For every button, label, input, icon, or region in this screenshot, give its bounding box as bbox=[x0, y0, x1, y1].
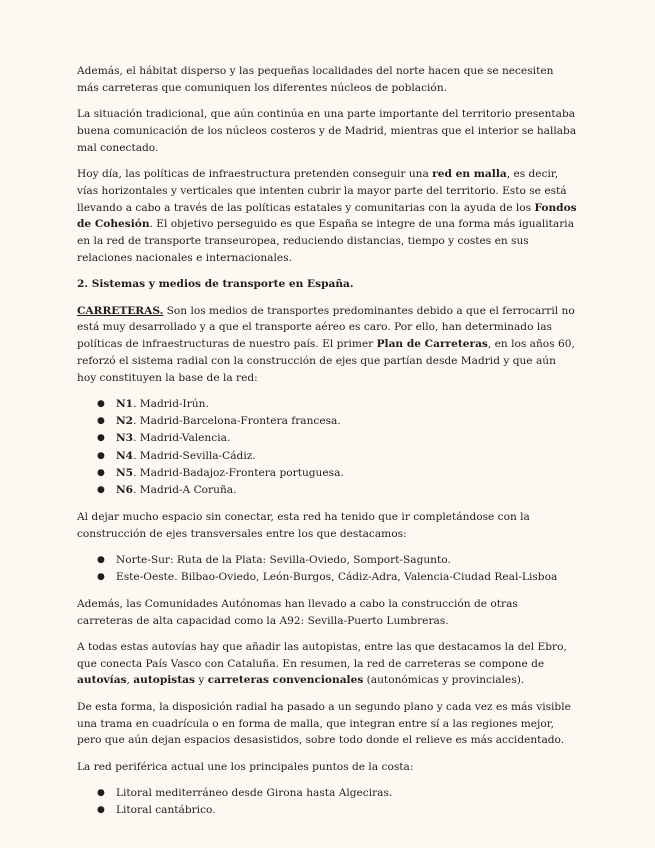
text-run: Son los medios de transportes predominantes debido a que el ferrocarril no está muy desarrollado y a que el transporte aéreo es caro. Por ello, han determinado las políticas de infraestructuras de nuestro país. El primer bbox=[77, 304, 575, 351]
list-item bbox=[77, 569, 577, 586]
road-route: . Madrid-A Coruña. bbox=[133, 484, 237, 497]
bold-term-autopistas: autopistas bbox=[133, 674, 195, 687]
section-heading: 2. Sistemas y medios de transporte en España. bbox=[77, 278, 354, 291]
text-run: , es decir, vías horizontales y verticales que intenten cubrir la mayor parte del territorio. Esto se está llevando a cabo a través de las políticas estatales y comunitarias con la ayuda de los bbox=[77, 167, 567, 214]
road-code: N2 bbox=[116, 415, 134, 428]
paragraph-peripheral-network bbox=[77, 759, 577, 776]
list-item-text: Norte-Sur: Ruta de la Plata: Sevilla-Oviedo, Somport-Sagunto. bbox=[116, 553, 451, 566]
list-item bbox=[77, 430, 577, 447]
list-item bbox=[77, 785, 577, 802]
paragraph-grid-network bbox=[77, 699, 577, 749]
road-route: . Madrid-Barcelona-Frontera francesa. bbox=[133, 415, 341, 428]
paragraph-text: Además, las Comunidades Autónomas han llevado a cabo la construcción de otras carreteras de alta capacidad como la A92: Sevilla-Puerto Lumbreras. bbox=[77, 597, 518, 627]
coast-list bbox=[77, 785, 577, 819]
radial-roads-list bbox=[77, 396, 577, 499]
paragraph-text: Al dejar mucho espacio sin conectar, esta red ha tenido que ir completándose con la construcción de ejes transversales entre los que destacamos: bbox=[77, 510, 530, 540]
list-item bbox=[77, 396, 577, 413]
bullet-icon: ● bbox=[97, 787, 105, 798]
transversal-axes-list bbox=[77, 552, 577, 586]
road-code: N3 bbox=[116, 432, 134, 445]
road-route: . Madrid-Badajoz-Frontera portuguesa. bbox=[133, 466, 344, 479]
paragraph-infrastructure-policy bbox=[77, 166, 577, 267]
list-item-text: Litoral mediterráneo desde Girona hasta Algeciras. bbox=[116, 786, 393, 799]
section-label-carreteras: CARRETERAS. bbox=[77, 304, 164, 317]
paragraph-text: La red periférica actual une los principales puntos de la costa: bbox=[77, 760, 414, 773]
text-run: . El objetivo perseguido es que España se integre de una forma más igualitaria en la red de transporte transeuropea, reduciendo distancias, tiempo y costes en sus relaciones nacionales e internacionales. bbox=[77, 218, 575, 264]
paragraph-carreteras bbox=[77, 303, 577, 387]
road-code: N6 bbox=[116, 484, 134, 497]
list-item bbox=[77, 482, 577, 499]
text-run: , bbox=[126, 674, 134, 687]
bold-term-plan-carreteras: Plan de Carreteras bbox=[376, 338, 488, 351]
list-item-text: Este-Oeste. Bilbao-Oviedo, León-Burgos, Cádiz-Adra, Valencia-Ciudad Real-Lisboa bbox=[116, 571, 558, 584]
bold-term-fondos-cohesion: Fondos de Cohesión bbox=[77, 201, 577, 231]
list-item bbox=[77, 465, 577, 482]
bullet-icon: ● bbox=[97, 554, 105, 565]
paragraph-transversal-axes bbox=[77, 509, 577, 543]
text-run: Hoy día, las políticas de infraestructura pretenden conseguir una bbox=[77, 167, 433, 180]
list-item-text: Litoral cantábrico. bbox=[116, 804, 216, 817]
bold-term-red-en-malla: red en malla bbox=[432, 167, 507, 180]
text-run: y bbox=[194, 674, 208, 687]
bold-term-carreteras-convencionales: carreteras convencionales bbox=[207, 674, 364, 687]
paragraph-autopistas bbox=[77, 639, 577, 689]
paragraph-text: Además, el hábitat disperso y las pequeñas localidades del norte hacen que se necesiten más carreteras que comuniquen los diferentes núcleos de población. bbox=[77, 65, 554, 94]
road-route: . Madrid-Irún. bbox=[133, 398, 209, 411]
paragraph-text: De esta forma, la disposición radial ha pasado a un segundo plano y cada vez es más visible una trama en cuadrícula o en forma de malla, que integran entre sí a las regiones mejor, pero que aún dejan espacios desasistidos, sobre todo donde el relieve es más accidentado. bbox=[77, 700, 571, 747]
bullet-icon: ● bbox=[97, 572, 105, 583]
bold-term-autovias: autovías bbox=[77, 674, 127, 687]
list-item bbox=[77, 802, 577, 819]
paragraph-disperse-habitat bbox=[77, 63, 577, 97]
paragraph-traditional-situation bbox=[77, 106, 577, 156]
road-code: N5 bbox=[116, 466, 134, 479]
list-item bbox=[77, 552, 577, 569]
bullet-icon: ● bbox=[97, 399, 105, 410]
text-run: , en los años 60, reforzó el sistema radial con la construcción de ejes que partían desde Madrid y que aún hoy constituyen la base de la red: bbox=[77, 338, 575, 384]
bullet-icon: ● bbox=[97, 433, 105, 444]
bullet-icon: ● bbox=[97, 805, 105, 816]
bullet-icon: ● bbox=[97, 416, 105, 427]
text-run: A todas estas autovías hay que añadir las autopistas, entre las que destacamos la del Ebro, que conecta País Vasco con Cataluña. En resumen, la red de carreteras se compone de bbox=[77, 640, 567, 670]
list-item bbox=[77, 448, 577, 465]
paragraph-autonomous-communities bbox=[77, 596, 577, 630]
bullet-icon: ● bbox=[97, 467, 105, 478]
document-body bbox=[77, 63, 577, 829]
bullet-icon: ● bbox=[97, 450, 105, 461]
road-code: N1 bbox=[116, 398, 134, 411]
text-run: (autonómicas y provinciales). bbox=[363, 674, 525, 687]
bullet-icon: ● bbox=[97, 485, 105, 496]
paragraph-text: La situación tradicional, que aún continúa en una parte importante del territorio presentaba buena comunicación de los núcleos costeros y de Madrid, mientras que el interior se hallaba mal conectado. bbox=[77, 108, 577, 154]
road-route: . Madrid-Sevilla-Cádiz. bbox=[133, 449, 256, 462]
road-code: N4 bbox=[116, 449, 134, 462]
list-item bbox=[77, 413, 577, 430]
road-route: . Madrid-Valencia. bbox=[133, 432, 231, 445]
